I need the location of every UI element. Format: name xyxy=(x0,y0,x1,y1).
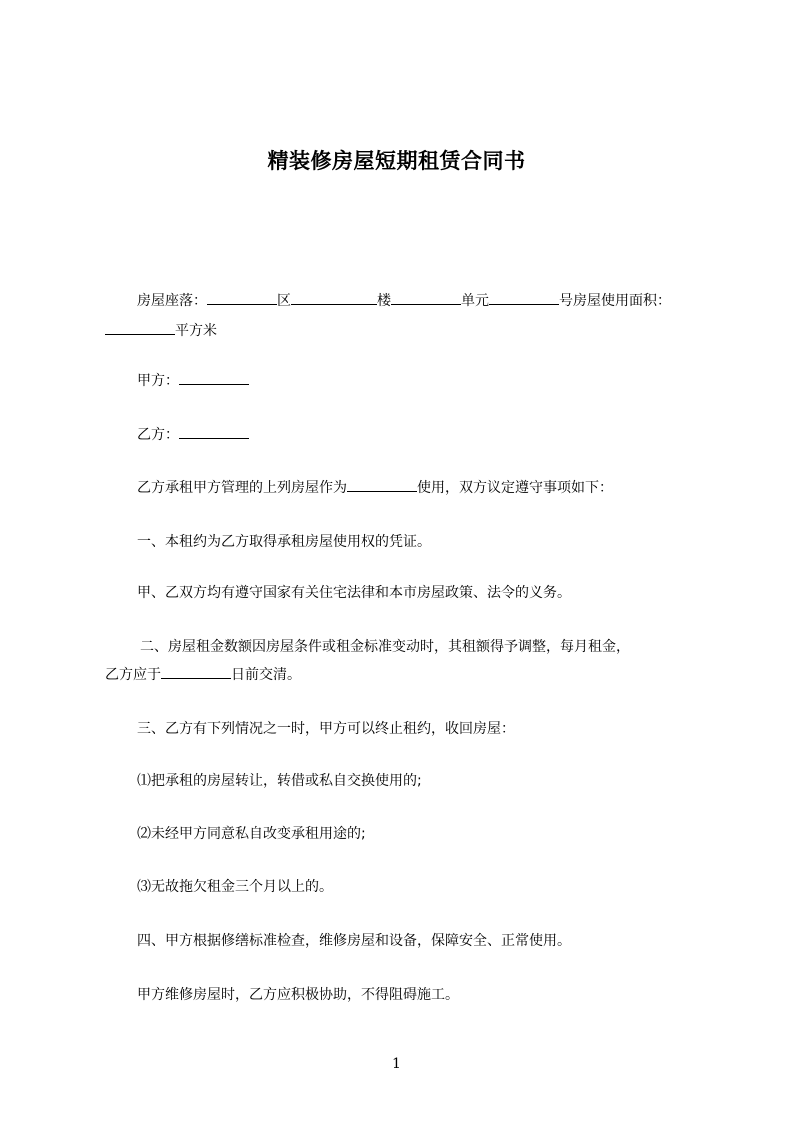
document-title: 精装修房屋短期租赁合同书 xyxy=(267,149,526,173)
location-label: 房屋座落： xyxy=(137,293,207,309)
party-a-label: 甲方： xyxy=(137,373,179,389)
intro-text-b: 使用，双方议定遵守事项如下： xyxy=(417,480,613,496)
clause-3-item-1: ⑴把承租的房屋转让，转借或私自交换使用的; xyxy=(137,773,422,789)
party-b-blank xyxy=(179,424,249,439)
usage-blank xyxy=(347,477,417,492)
number-suffix: 号房屋使用面积： xyxy=(559,293,671,309)
number-blank xyxy=(489,290,559,305)
clause-2-text-a: 乙方应于 xyxy=(105,667,161,683)
page-number: 1 xyxy=(392,1056,401,1072)
intro-text-a: 乙方承租甲方管理的上列房屋作为 xyxy=(137,480,347,496)
clause-2-text-b: 日前交清。 xyxy=(231,667,301,683)
unit-suffix: 单元 xyxy=(461,293,489,309)
area-unit: 平方米 xyxy=(175,323,217,339)
district-suffix: 区 xyxy=(277,293,291,309)
clause-1: 一、本租约为乙方取得承租房屋使用权的凭证。 xyxy=(137,534,431,550)
clause-3-item-2: ⑵未经甲方同意私自改变承租用途的; xyxy=(137,826,366,842)
intro-line xyxy=(137,473,688,503)
building-suffix: 楼 xyxy=(377,293,391,309)
payday-blank xyxy=(161,664,231,679)
clause-4: 四、甲方根据修缮标准检查，维修房屋和设备，保障安全、正常使用。 xyxy=(137,933,571,949)
clause-2-line2 xyxy=(105,660,688,690)
party-b-line xyxy=(137,420,688,450)
party-a-blank xyxy=(179,370,249,385)
party-a-line xyxy=(137,366,688,396)
district-blank xyxy=(207,290,277,305)
location-line xyxy=(137,286,697,316)
clause-2-line1: 二、房屋租金数额因房屋条件或租金标准变动时，其租额得予调整，每月租金， xyxy=(140,639,630,655)
clause-3: 三、乙方有下列情况之一时，甲方可以终止租约，收回房屋： xyxy=(137,721,515,737)
area-line xyxy=(105,316,688,346)
clause-4-2: 甲方维修房屋时，乙方应积极协助，不得阻碍施工。 xyxy=(137,987,459,1003)
unit-blank xyxy=(391,290,461,305)
clause-1-2: 甲、乙双方均有遵守国家有关住宅法律和本市房屋政策、法令的义务。 xyxy=(137,585,571,601)
building-blank xyxy=(291,290,377,305)
party-b-label: 乙方： xyxy=(137,427,179,443)
clause-3-item-3: ⑶无故拖欠租金三个月以上的。 xyxy=(137,879,333,895)
area-blank xyxy=(105,320,175,335)
